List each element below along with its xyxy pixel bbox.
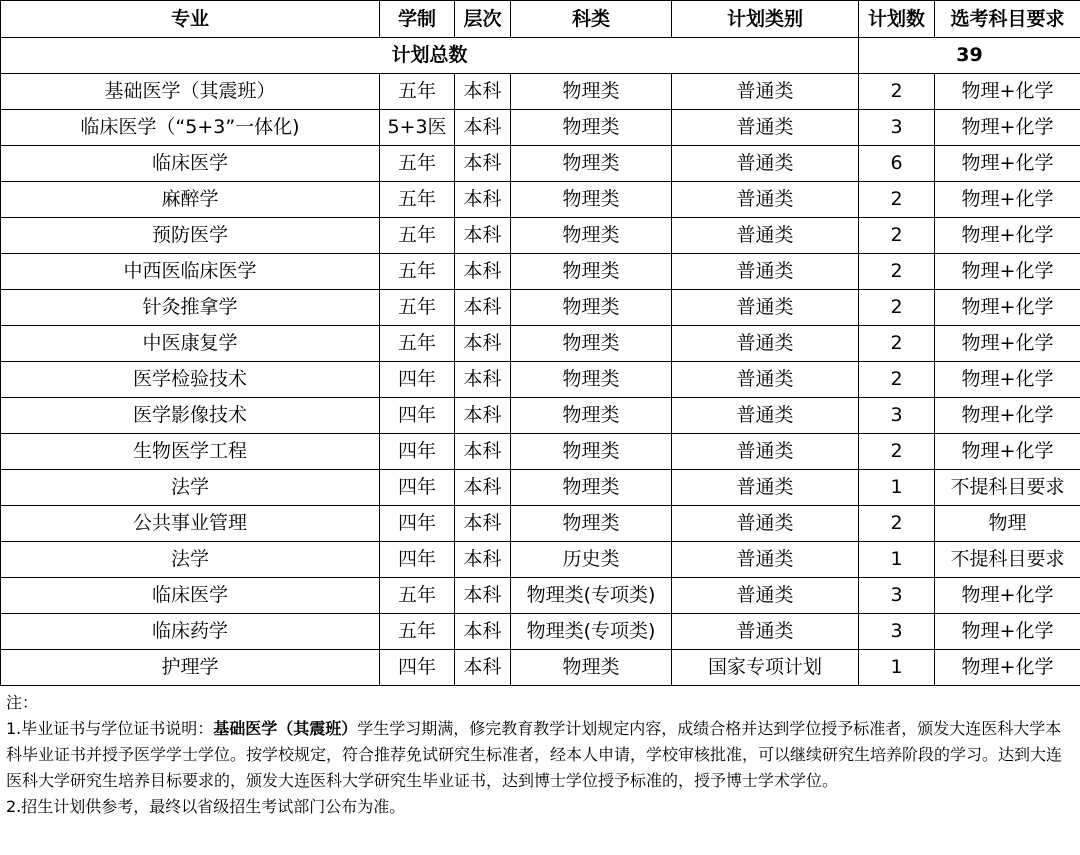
header-level: 层次 [455,1,511,38]
cell-category: 物理类 [511,326,672,362]
cell-plan-count: 3 [859,578,935,614]
note-1-text: 学生学习期满，修完教育教学计划规定内容，成绩合格并达到学位授予标准者，颁发大连医科大学本科毕业证书并授予医学学士学位。按学校规定，符合推荐免试研究生标准者，经本人申请，学校审核批准，可以继续研究生培养阶段的学习。达到大连医科大学研究生培养目标要求的，颁发大连医科大学研究生毕业证书，达到博士学位授予标准的，授予博士学术学位。 [6,719,1063,790]
cell-duration: 五年 [380,182,455,218]
cell-plan-count: 6 [859,146,935,182]
cell-level: 本科 [455,362,511,398]
cell-major: 医学检验技术 [1,362,380,398]
cell-major: 法学 [1,542,380,578]
cell-plan-type: 普通类 [672,74,859,110]
cell-plan-count: 2 [859,254,935,290]
cell-major: 法学 [1,470,380,506]
cell-major: 临床医学 [1,578,380,614]
cell-level: 本科 [455,218,511,254]
header-major: 专业 [1,1,380,38]
cell-duration: 四年 [380,650,455,686]
cell-level: 本科 [455,434,511,470]
cell-duration: 四年 [380,470,455,506]
notes-section [6,690,1072,820]
cell-subject-requirement: 物理+化学 [935,326,1080,362]
cell-level: 本科 [455,290,511,326]
cell-category: 物理类(专项类) [511,578,672,614]
cell-plan-type: 普通类 [672,614,859,650]
table-row [1,218,1080,254]
table-row [1,398,1080,434]
cell-major: 中西医临床医学 [1,254,380,290]
cell-category: 物理类 [511,362,672,398]
total-value: 39 [859,38,1080,74]
cell-plan-type: 普通类 [672,254,859,290]
cell-duration: 五年 [380,146,455,182]
cell-category: 物理类 [511,146,672,182]
cell-subject-requirement: 物理+化学 [935,650,1080,686]
table-row [1,110,1080,146]
cell-category: 物理类 [511,254,672,290]
cell-subject-requirement: 物理+化学 [935,362,1080,398]
cell-plan-type: 普通类 [672,470,859,506]
cell-major: 护理学 [1,650,380,686]
table-row [1,182,1080,218]
cell-category: 物理类 [511,506,672,542]
cell-plan-type: 普通类 [672,218,859,254]
table-row [1,290,1080,326]
cell-plan-count: 1 [859,542,935,578]
cell-subject-requirement: 物理+化学 [935,434,1080,470]
cell-duration: 五年 [380,290,455,326]
cell-plan-count: 2 [859,74,935,110]
table-row [1,506,1080,542]
header-subject-requirement: 选考科目要求 [935,1,1080,38]
cell-level: 本科 [455,182,511,218]
cell-duration: 四年 [380,542,455,578]
cell-category: 物理类 [511,398,672,434]
cell-subject-requirement: 物理+化学 [935,218,1080,254]
cell-major: 临床医学 [1,146,380,182]
cell-subject-requirement: 物理+化学 [935,254,1080,290]
table-row [1,434,1080,470]
cell-plan-count: 1 [859,650,935,686]
header-plan-count: 计划数 [859,1,935,38]
cell-plan-type: 普通类 [672,182,859,218]
cell-major: 临床药学 [1,614,380,650]
cell-level: 本科 [455,398,511,434]
cell-subject-requirement: 不提科目要求 [935,470,1080,506]
cell-duration: 五年 [380,578,455,614]
note-2: 2.招生计划供参考，最终以省级招生考试部门公布为准。 [6,797,406,816]
cell-major: 基础医学（其震班） [1,74,380,110]
cell-duration: 5+3医 [380,110,455,146]
cell-level: 本科 [455,254,511,290]
cell-subject-requirement: 物理+化学 [935,110,1080,146]
table-header-row [1,1,1080,38]
cell-duration: 五年 [380,614,455,650]
cell-plan-count: 3 [859,110,935,146]
note-1-prefix: 1.毕业证书与学位证书说明： [6,719,214,738]
cell-major: 医学影像技术 [1,398,380,434]
cell-category: 物理类 [511,218,672,254]
table-row [1,614,1080,650]
cell-plan-count: 2 [859,434,935,470]
cell-category: 物理类 [511,434,672,470]
cell-level: 本科 [455,614,511,650]
cell-subject-requirement: 物理 [935,506,1080,542]
cell-subject-requirement: 不提科目要求 [935,542,1080,578]
notes-heading: 注： [6,693,39,712]
cell-subject-requirement: 物理+化学 [935,398,1080,434]
cell-duration: 四年 [380,398,455,434]
cell-plan-type: 普通类 [672,290,859,326]
cell-level: 本科 [455,146,511,182]
cell-subject-requirement: 物理+化学 [935,182,1080,218]
cell-level: 本科 [455,506,511,542]
cell-duration: 四年 [380,434,455,470]
cell-subject-requirement: 物理+化学 [935,290,1080,326]
header-plan-type: 计划类别 [672,1,859,38]
cell-plan-type: 普通类 [672,542,859,578]
cell-category: 物理类(专项类) [511,614,672,650]
cell-major: 生物医学工程 [1,434,380,470]
cell-major: 临床医学（“5+3”一体化) [1,110,380,146]
header-duration: 学制 [380,1,455,38]
cell-duration: 五年 [380,218,455,254]
total-label: 计划总数 [1,38,859,74]
cell-subject-requirement: 物理+化学 [935,614,1080,650]
cell-category: 物理类 [511,74,672,110]
cell-major: 针灸推拿学 [1,290,380,326]
cell-category: 物理类 [511,110,672,146]
cell-plan-count: 1 [859,470,935,506]
cell-plan-type: 普通类 [672,146,859,182]
cell-subject-requirement: 物理+化学 [935,146,1080,182]
table-row [1,326,1080,362]
cell-duration: 五年 [380,254,455,290]
cell-plan-count: 2 [859,290,935,326]
cell-duration: 四年 [380,506,455,542]
cell-plan-type: 普通类 [672,110,859,146]
header-category: 科类 [511,1,672,38]
cell-level: 本科 [455,326,511,362]
cell-plan-type: 普通类 [672,362,859,398]
cell-level: 本科 [455,542,511,578]
table-row [1,146,1080,182]
cell-subject-requirement: 物理+化学 [935,578,1080,614]
cell-plan-type: 国家专项计划 [672,650,859,686]
table-row [1,254,1080,290]
table-row [1,74,1080,110]
cell-level: 本科 [455,110,511,146]
cell-category: 物理类 [511,650,672,686]
cell-level: 本科 [455,578,511,614]
cell-major: 预防医学 [1,218,380,254]
cell-plan-type: 普通类 [672,398,859,434]
cell-plan-count: 3 [859,398,935,434]
cell-subject-requirement: 物理+化学 [935,74,1080,110]
cell-duration: 五年 [380,74,455,110]
cell-plan-type: 普通类 [672,578,859,614]
table-row [1,650,1080,686]
note-1-bold-major: 基础医学（其震班） [213,719,358,738]
cell-plan-count: 2 [859,218,935,254]
note-1 [6,716,1072,794]
cell-plan-count: 2 [859,326,935,362]
cell-level: 本科 [455,470,511,506]
cell-category: 物理类 [511,290,672,326]
table-row [1,542,1080,578]
cell-plan-type: 普通类 [672,434,859,470]
total-row [1,38,1080,74]
table-row [1,470,1080,506]
cell-major: 麻醉学 [1,182,380,218]
cell-plan-count: 2 [859,506,935,542]
cell-level: 本科 [455,650,511,686]
table-row [1,362,1080,398]
cell-category: 物理类 [511,470,672,506]
cell-category: 物理类 [511,182,672,218]
cell-major: 中医康复学 [1,326,380,362]
cell-duration: 四年 [380,362,455,398]
cell-category: 历史类 [511,542,672,578]
cell-plan-type: 普通类 [672,326,859,362]
cell-plan-type: 普通类 [672,506,859,542]
cell-level: 本科 [455,74,511,110]
table-row [1,578,1080,614]
cell-plan-count: 3 [859,614,935,650]
cell-plan-count: 2 [859,362,935,398]
cell-major: 公共事业管理 [1,506,380,542]
cell-plan-count: 2 [859,182,935,218]
cell-duration: 五年 [380,326,455,362]
